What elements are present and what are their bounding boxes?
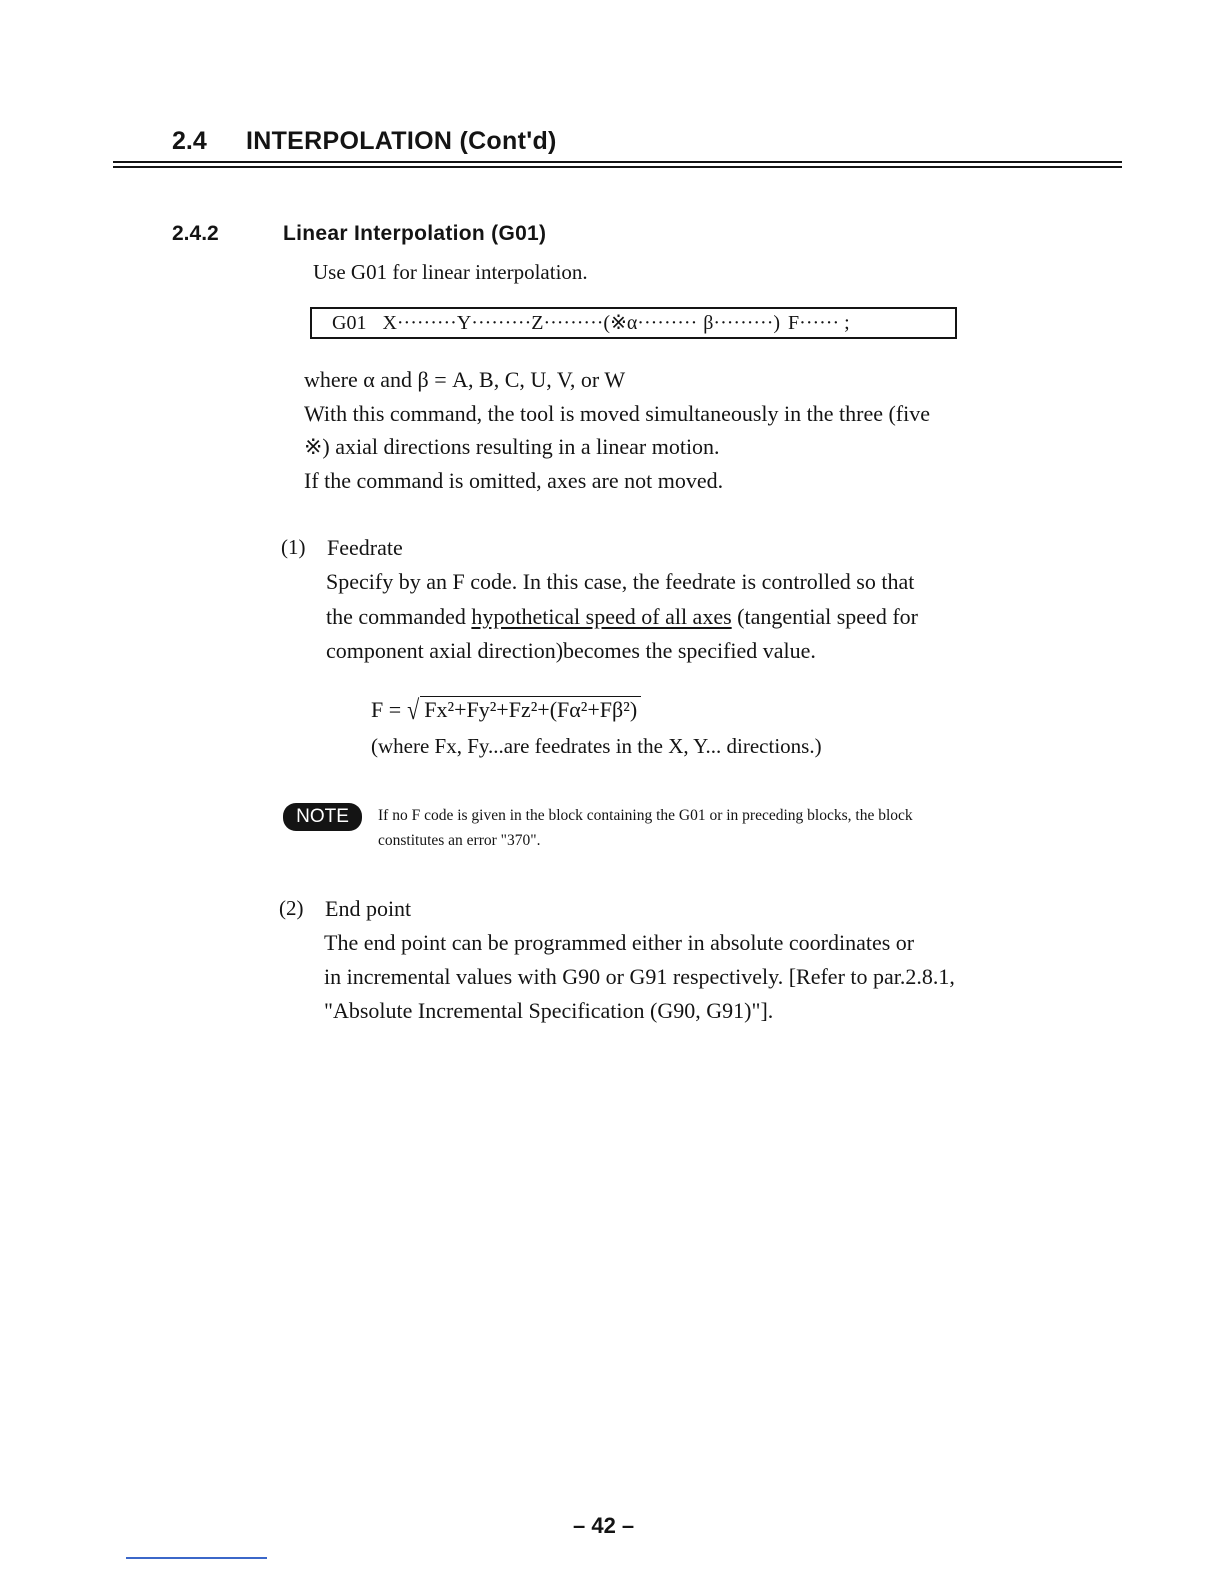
underlined-phrase: hypothetical speed of all axes: [471, 604, 732, 629]
description-line-2: ※) axial directions resulting in a linear motion.: [304, 434, 720, 459]
description-line-3: If the command is omitted, axes are not moved.: [304, 468, 724, 493]
intro-text: Use G01 for linear interpolation.: [313, 260, 588, 284]
section-title: INTERPOLATION (Cont'd): [246, 127, 557, 155]
command-beta: β·········): [703, 312, 781, 334]
command-y: Y·········: [456, 312, 532, 334]
command-z: Z·········(: [531, 312, 611, 334]
description-line-1: With this command, the tool is moved simultaneously in the three (five: [304, 401, 931, 426]
formula-note: (where Fx, Fy...are feedrates in the X, Y... directions.): [371, 734, 822, 758]
item-1-line-1: Specify by an F code. In this case, the feedrate is controlled so that: [326, 569, 915, 594]
item-2-line-1: The end point can be programmed either in absolute coordinates or: [324, 930, 915, 955]
command-x: X·········: [382, 312, 457, 334]
item-1-title: Feedrate: [327, 535, 403, 560]
item-2-line-3: "Absolute Incremental Specification (G90, G91)"].: [324, 998, 774, 1023]
where-clause: where α and β = A, B, C, U, V, or W: [304, 367, 626, 392]
item-1-line-2-start: the commanded: [326, 604, 472, 629]
item-2-number: (2): [279, 896, 304, 920]
item-2-line-2: in incremental values with G90 or G91 respectively. [Refer to par.2.8.1,: [324, 964, 955, 989]
item-1-line-2-end: (tangential speed for: [731, 604, 918, 629]
command-code: G01: [332, 312, 367, 334]
formula-radicand: Fx²+Fy²+Fz²+(Fα²+Fβ²): [420, 696, 641, 722]
item-2-title: End point: [325, 896, 412, 921]
header-rule-top: [113, 161, 1122, 163]
section-number: 2.4: [172, 127, 207, 155]
note-badge: NOTE: [283, 803, 362, 831]
page-number: – 42 –: [573, 1513, 635, 1538]
item-1-line-3: component axial direction)becomes the specified value.: [326, 638, 816, 663]
feedrate-formula: [371, 693, 641, 725]
command-format-box: [310, 307, 957, 339]
command-alpha: ※α·········: [610, 312, 698, 334]
subsection-number: 2.4.2: [172, 222, 219, 245]
header-rule-bottom: [113, 166, 1122, 168]
item-1-number: (1): [281, 535, 306, 559]
item-1-line-2: [326, 604, 918, 630]
command-f: F······ ;: [788, 312, 850, 334]
formula-lhs: F =: [371, 697, 402, 722]
footer-link-rule: [126, 1557, 267, 1559]
note-text-line-1: If no F code is given in the block containing the G01 or in preceding blocks, the block: [378, 807, 913, 824]
note-text-line-2: constitutes an error "370".: [378, 832, 541, 849]
subsection-title: Linear Interpolation (G01): [283, 222, 547, 245]
square-root-icon: √: [407, 693, 420, 725]
